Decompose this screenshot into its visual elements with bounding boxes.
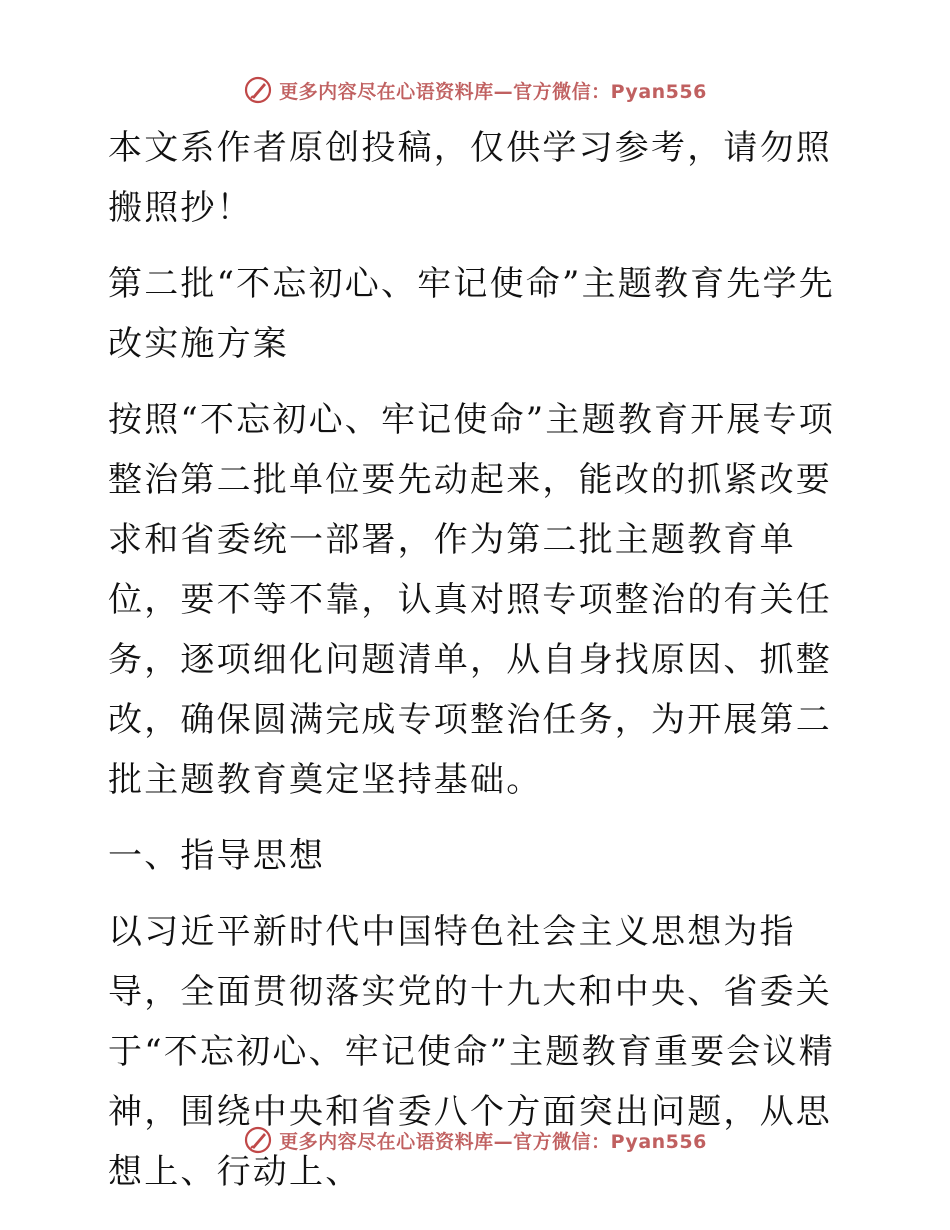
body-paragraph: 以习近平新时代中国特色社会主义思想为指导，全面贯彻落实党的十九大和中央、省委关于“不忘初心、牢记使命”主题教育重要会议精神，围绕中央和省委八个方面突出问题，从思想上、行动上、 <box>108 912 835 1192</box>
document-body <box>96 118 856 1202</box>
copyright-notice: 本文系作者原创投稿，仅供学习参考，请勿照搬照抄！ <box>108 128 832 228</box>
header-watermark <box>0 72 950 108</box>
quill-logo-icon <box>243 1125 273 1155</box>
watermark-text: 更多内容尽在心语资料库—官方微信：Pyan556 <box>279 80 707 103</box>
quill-logo-icon <box>243 75 273 105</box>
section-heading: 一、指导思想 <box>108 836 326 876</box>
watermark-text: 更多内容尽在心语资料库—官方微信：Pyan556 <box>279 1130 707 1153</box>
footer-watermark <box>0 1122 950 1158</box>
intro-paragraph: 按照“不忘初心、牢记使命”主题教育开展专项整治第二批单位要先动起来，能改的抓紧改要求和省委统一部署，作为第二批主题教育单位，要不等不靠，认真对照专项整治的有关任务，逐项细化问题清单，从自身找原因、抓整改，确保圆满完成专项整治任务，为开展第二批主题教育奠定坚持基础。 <box>108 400 835 800</box>
document-title: 第二批“不忘初心、牢记使命”主题教育先学先改实施方案 <box>108 264 835 364</box>
